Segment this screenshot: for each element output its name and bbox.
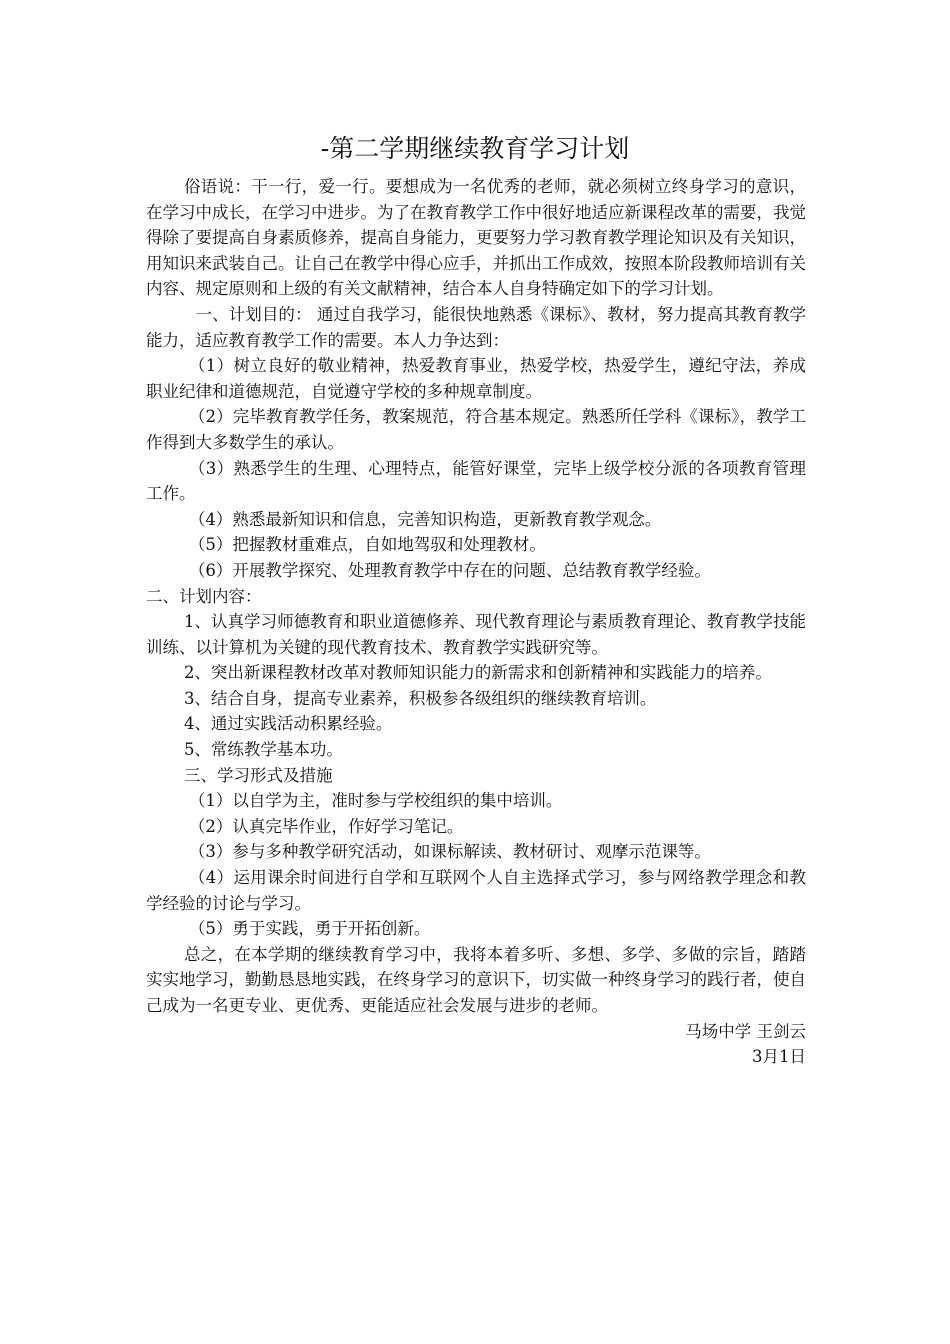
content-item-2: 2、突出新课程教材改革对教师知识能力的新需求和创新精神和实践能力的培养。 xyxy=(183,663,772,683)
content-item-3: 3、结合自身，提高专业素养，积极参各级组织的继续教育培训。 xyxy=(183,688,657,708)
conclusion-paragraph: 总之，在本学期的继续教育学习中，我将本着多听、多想、多学、多做的宗旨，踏踏实实地学习，勤勤恳恳地实践，在终身学习的意识下，切实做一种终身学习的践行者，使自己成为一名更专业、更优秀、更能适应社会发展与进步的老师。 xyxy=(146,944,806,1015)
signature-author: 马场中学 王剑云 xyxy=(685,1021,806,1041)
measure-item-5: （5）勇于实践，勇于开拓创新。 xyxy=(188,919,431,939)
section-3-heading: 三、学习形式及措施 xyxy=(183,765,333,785)
signature-date: 3月1日 xyxy=(752,1047,806,1067)
goal-item-4: （4）熟悉最新知识和信息，完善知识构造，更新教育教学观念。 xyxy=(188,509,662,529)
document-title: -第二学期继续教育学习计划 xyxy=(320,134,630,163)
content-item-1: 1、认真学习师德教育和职业道德修养、现代教育理论与素质教育理论、教育教学技能训练、以计算机为关键的现代教育技术、教育教学实践研究等。 xyxy=(146,612,806,657)
goal-item-3: （3）熟悉学生的生理、心理特点，能管好课堂，完毕上级学校分派的各项教育管理工作。 xyxy=(146,458,806,504)
goal-item-1: （1）树立良好的敬业精神，热爱教育事业，热爱学校，热爱学生，遵纪守法，养成职业纪律和道德规范，自觉遵守学校的多种规章制度。 xyxy=(146,356,806,401)
document-body xyxy=(146,174,806,1070)
goal-item-6: （6）开展教学探究、处理教育教学中存在的问题、总结教育教学经验。 xyxy=(188,560,711,580)
content-item-4: 4、通过实践活动积累经验。 xyxy=(183,714,393,734)
measure-item-1: （1）以自学为主，准时参与学校组织的集中培训。 xyxy=(188,791,563,811)
measure-item-3: （3）参与多种教学研究活动，如课标解读、教材研讨、观摩示范课等。 xyxy=(188,842,711,862)
section-2-heading: 二、计划内容： xyxy=(146,586,262,606)
section-1-heading-paragraph: 一、计划目的： 通过自我学习，能很快地熟悉《课标》、教材，努力提高其教育教学能力，适应教育教学工作的需要。本人力争达到： xyxy=(146,304,806,350)
goal-item-2: （2）完毕教育教学任务，教案规范，符合基本规定。熟悉所任学科《课标》，教学工作得到大多数学生的承认。 xyxy=(146,407,806,452)
content-item-5: 5、常练教学基本功。 xyxy=(183,740,343,760)
goal-item-5: （5）把握教材重难点，自如地驾驭和处理教材。 xyxy=(188,535,546,555)
measure-item-2: （2）认真完毕作业，作好学习笔记。 xyxy=(188,816,464,836)
measure-item-4: （4）运用课余时间进行自学和互联网个人自主选择式学习，参与网络教学理念和教学经验的讨论与学习。 xyxy=(146,868,806,913)
intro-paragraph: 俗语说：干一行，爱一行。要想成为一名优秀的老师，就必须树立终身学习的意识，在学习中成长，在学习中进步。为了在教育教学工作中很好地适应新课程改革的需要，我觉得除了要提高自身素质修养，提高自身能力，更要努力学习教育教学理论知识及有关知识，用知识来武装自己。让自己在教学中得心应手，并抓出工作成效，按照本阶段教师培训有关内容、规定原则和上级的有关文献精神，结合本人自身特确定如下的学习计划。 xyxy=(146,177,806,299)
